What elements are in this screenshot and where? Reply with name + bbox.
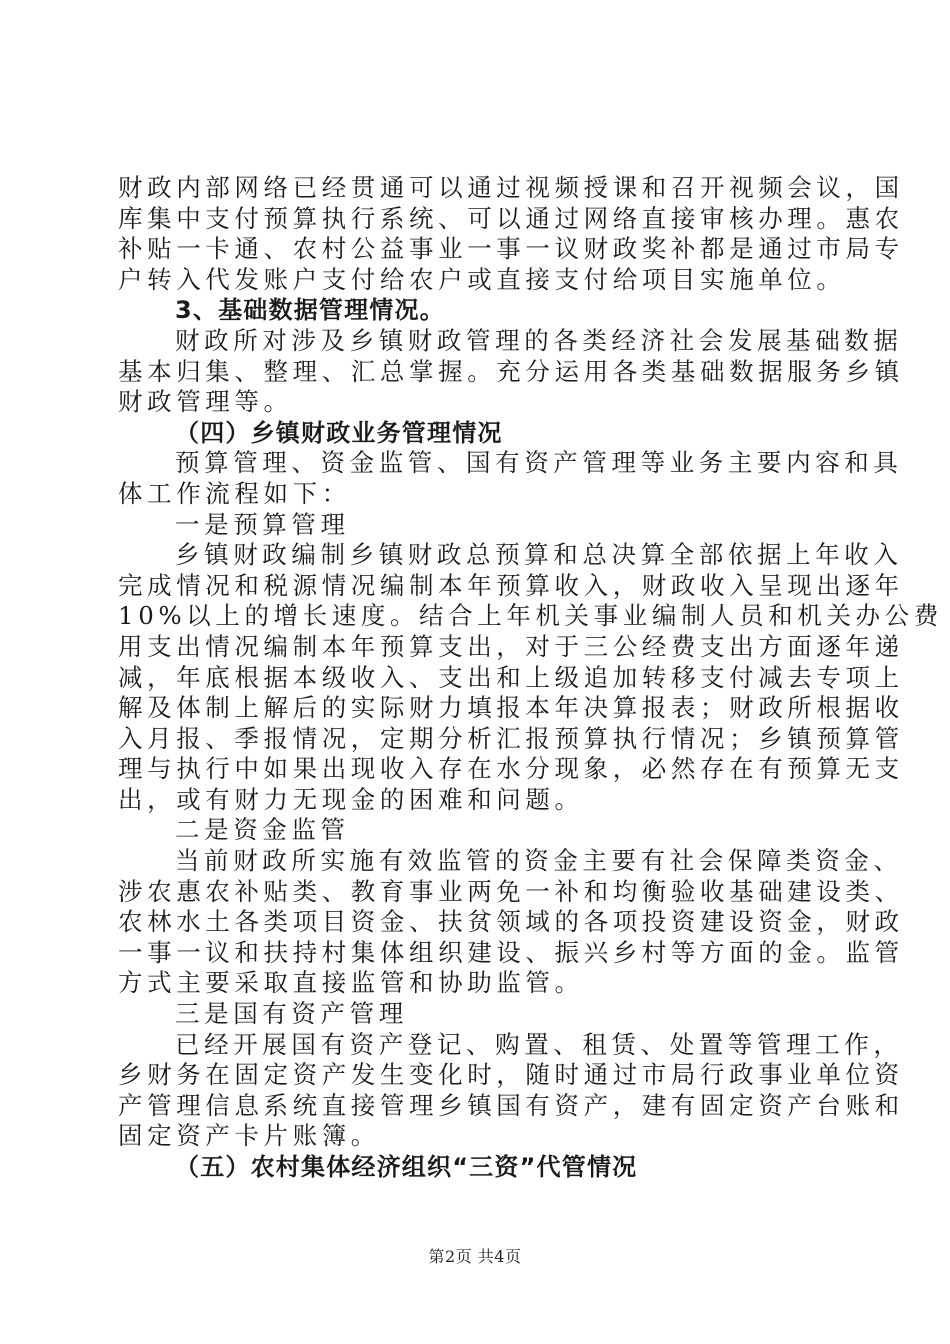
text-line: 基本归集、整理、汇总掌握。充分运用各类基础数据服务乡镇 (118, 356, 904, 386)
page-number-footer: 第2页 共4页 (428, 1247, 522, 1266)
text-line: 已经开展国有资产登记、购置、租赁、处置等管理工作， (175, 1029, 903, 1059)
text-line: 固定资产卡片账簿。 (118, 1121, 380, 1151)
section-heading: 3、基础数据管理情况。 (175, 296, 445, 325)
text-line: 当前财政所实施有效监管的资金主要有社会保障类资金、 (175, 846, 903, 876)
text-line: 方式主要采取直接监管和协助监管。 (118, 968, 584, 998)
text-line: 农林水土各类项目资金、扶贫领域的各项投资建设资金，财政 (118, 907, 904, 937)
text-line: 涉农惠农补贴类、教育事业两免一补和均衡验收基础建设类、 (118, 876, 904, 906)
subsection-title: 一是预算管理 (175, 509, 350, 539)
text-line: 理与执行中如果出现收入存在水分现象，必然存在有预算无支 (118, 754, 904, 784)
text-line: 解及体制上解后的实际财力填报本年决算报表；财政所根据收 (118, 693, 904, 723)
text-line: 完成情况和税源情况编制本年预算收入，财政收入呈现出逐年 (118, 570, 904, 600)
text-line: 出，或有财力无现金的困难和问题。 (118, 784, 584, 814)
text-line: 产管理信息系统直接管理乡镇国有资产，建有固定资产台账和 (118, 1090, 904, 1120)
text-line: 用支出情况编制本年预算支出，对于三公经费支出方面逐年递 (118, 631, 904, 661)
text-line: 减，年底根据本级收入、支出和上级追加转移支付减去专项上 (118, 662, 904, 692)
document-body (118, 173, 943, 1183)
text-line: 补贴一卡通、农村公益事业一事一议财政奖补都是通过市局专 (118, 234, 904, 264)
text-line: 体工作流程如下： (118, 478, 351, 508)
text-line: 财政内部网络已经贯通可以通过视频授课和召开视频会议，国 (118, 173, 904, 202)
text-line: 乡财务在固定资产发生变化时，随时通过市局行政事业单位资 (118, 1060, 904, 1090)
text-line: 乡镇财政编制乡镇财政总预算和总决算全部依据上年收入 (175, 540, 903, 570)
text-line: 户转入代发账户支付给农户或直接支付给项目实施单位。 (118, 264, 846, 294)
section-heading: （四）乡镇财政业务管理情况 (175, 418, 503, 447)
subsection-title: 二是资金监管 (175, 815, 350, 845)
text-line: 预算管理、资金监管、国有资产管理等业务主要内容和具 (175, 448, 903, 478)
text-line: 财政管理等。 (118, 387, 293, 417)
text-line: 10%以上的增长速度。结合上年机关事业编制人员和机关办公费 (118, 601, 943, 631)
subsection-title: 三是国有资产管理 (175, 999, 408, 1029)
text-line: 入月报、季报情况，定期分析汇报预算执行情况；乡镇预算管 (118, 723, 904, 753)
text-line: 库集中支付预算执行系统、可以通过网络直接审核办理。惠农 (118, 203, 904, 233)
text-line: 财政所对涉及乡镇财政管理的各类经济社会发展基础数据 (175, 325, 903, 355)
text-line: 一事一议和扶持村集体组织建设、振兴乡村等方面的金。监管 (118, 937, 904, 967)
section-heading: （五）农村集体经济组织“三资”代管情况 (175, 1153, 638, 1181)
